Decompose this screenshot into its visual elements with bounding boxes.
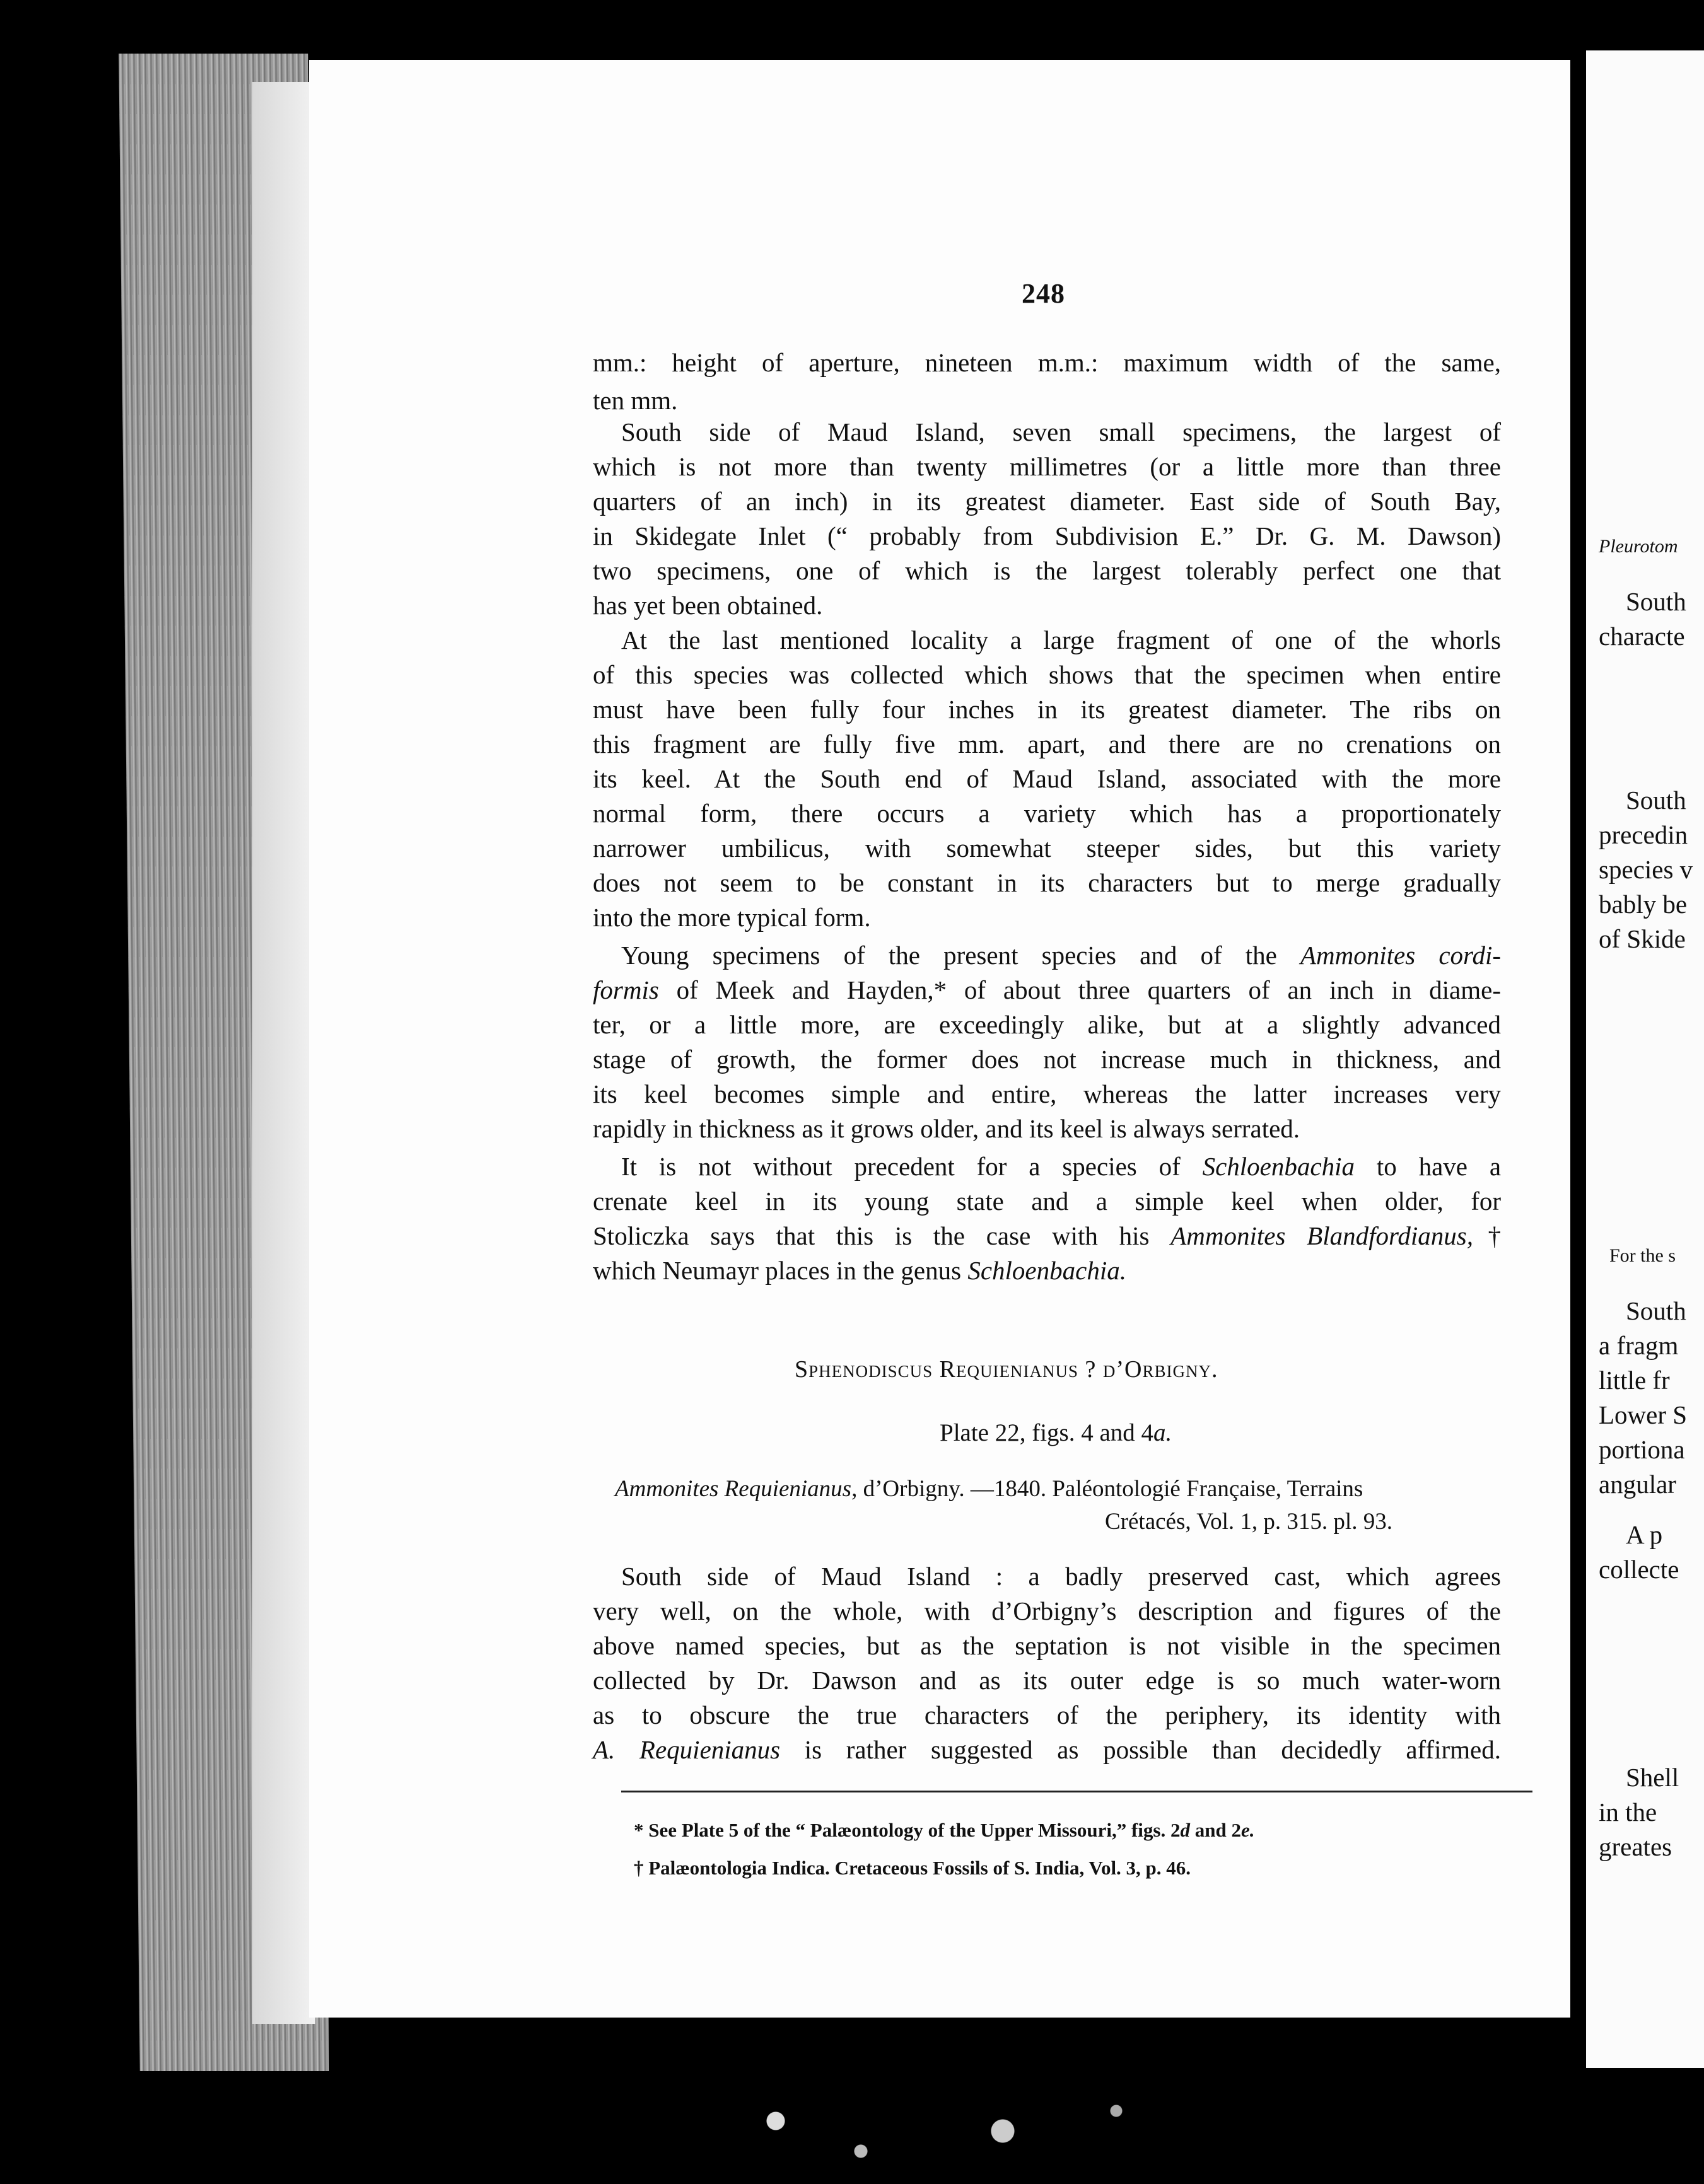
text-line: narrower umbilicus, with somewhat steeper sides, but this variety [593, 834, 1501, 863]
text-line: ter, or a little more, are exceedingly alike, but at a slightly advanced [593, 1010, 1501, 1039]
text-line: collected by Dr. Dawson and as its outer edge is so much water-worn [593, 1666, 1501, 1695]
adjacent-page-text: of Skide [1599, 924, 1686, 953]
text-line: formis of Meek and Hayden,* of about three quarters of an inch in diame- [593, 975, 1501, 1004]
adjacent-page-text: greates [1599, 1832, 1672, 1861]
adjacent-page-text: characte [1599, 622, 1685, 651]
adjacent-page-text: South [1626, 786, 1686, 815]
text-line: Stoliczka says that this is the case with his Ammonites Blandfordianus,† [593, 1221, 1501, 1250]
page-number: 248 [1022, 278, 1065, 309]
text-line: A. Requienianus is rather suggested as possible than decidedly affirmed. [593, 1735, 1501, 1764]
text-line: mm.: height of aperture, nineteen m.m.: maximum width of the same, [593, 348, 1501, 377]
text-line: rapidly in thickness as it grows older, and its keel is always serrated. [593, 1114, 1300, 1143]
text-line: South side of Maud Island, seven small specimens, the largest of [621, 417, 1501, 446]
adjacent-page-text: a fragm [1599, 1331, 1679, 1360]
adjacent-page-text: little fr [1599, 1366, 1670, 1395]
adjacent-page-text: portiona [1599, 1435, 1685, 1464]
adjacent-page-text: For the s [1609, 1245, 1676, 1266]
text-line: has yet been obtained. [593, 591, 823, 620]
adjacent-page-text: Lower S [1599, 1400, 1688, 1429]
adjacent-page-text: precedin [1599, 820, 1688, 849]
text-line: normal form, there occurs a variety which has a proportionately [593, 799, 1501, 828]
text-line: which Neumayr places in the genus Schloenbachia. [593, 1256, 1126, 1285]
text-line: of this species was collected which shows that the specimen when entire [593, 660, 1501, 689]
adjacent-page-text: Shell [1626, 1763, 1679, 1792]
text-line: in Skidegate Inlet (“ probably from Subdivision E.” Dr. G. M. Dawson) [593, 521, 1501, 550]
text-line: crenate keel in its young state and a simple keel when older, for [593, 1187, 1501, 1216]
text-line: At the last mentioned locality a large fragment of one of the whorls [621, 625, 1501, 654]
synonymy-line: Crétacés, Vol. 1, p. 315. pl. 93. [1105, 1509, 1392, 1535]
adjacent-page-text: South [1626, 587, 1686, 616]
text-line: stage of growth, the former does not increase much in thickness, and [593, 1045, 1501, 1074]
footnote: * See Plate 5 of the “ Palæontology of the Upper Missouri,” figs. 2d and 2e. [634, 1819, 1255, 1841]
synonymy-line: Ammonites Requienianus, d’Orbigny. —1840. Paléontologié Française, Terrains [615, 1476, 1363, 1502]
adjacent-page-text: South [1626, 1296, 1686, 1325]
text-line: does not seem to be constant in its characters but to merge gradually [593, 868, 1501, 897]
text-line: very well, on the whole, with d’Orbigny’s description and figures of the [593, 1596, 1501, 1625]
text-line: quarters of an inch) in its greatest diameter. East side of South Bay, [593, 487, 1501, 516]
page-gutter-shadow [252, 82, 315, 2024]
text-line: its keel becomes simple and entire, whereas the latter increases very [593, 1079, 1501, 1108]
adjacent-page-text: angular [1599, 1470, 1676, 1499]
text-line: ten mm. [593, 386, 678, 415]
text-line: as to obscure the true characters of the periphery, its identity with [593, 1700, 1501, 1729]
text-line: this fragment are fully five mm. apart, and there are no crenations on [593, 729, 1501, 758]
text-line: It is not without precedent for a species of Schloenbachia to have a [621, 1152, 1502, 1181]
text-line: its keel. At the South end of Maud Island, associated with the more [593, 764, 1501, 793]
text-line: Young specimens of the present species and of the Ammonites cordi- [621, 941, 1502, 970]
text-line: which is not more than twenty millimetres (or a little more than three [593, 452, 1501, 481]
text-line: into the more typical form. [593, 903, 871, 932]
species-heading: Sphenodiscus Requienianus ? d’Orbigny. [795, 1356, 1218, 1383]
footnote-rule [621, 1791, 1532, 1792]
adjacent-page-text: Pleurotom [1599, 536, 1678, 557]
adjacent-page-text: collecte [1599, 1555, 1679, 1584]
text-line: above named species, but as the septation is not visible in the specimen [593, 1631, 1501, 1660]
plate-reference: Plate 22, figs. 4 and 4a. [940, 1419, 1172, 1446]
adjacent-page-text: species v [1599, 855, 1693, 884]
text-line: must have been fully four inches in its greatest diameter. The ribs on [593, 695, 1501, 724]
text-line: two specimens, one of which is the largest tolerably perfect one that [593, 556, 1501, 585]
scan-specks [662, 2081, 1230, 2181]
adjacent-page-text: A p [1626, 1520, 1663, 1549]
text-line: South side of Maud Island : a badly preserved cast, which agrees [621, 1562, 1501, 1591]
adjacent-page-text: in the [1599, 1798, 1657, 1827]
footnote: † Palæontologia Indica. Cretaceous Fossils of S. India, Vol. 3, p. 46. [634, 1857, 1191, 1879]
adjacent-page-text: bably be [1599, 890, 1688, 919]
